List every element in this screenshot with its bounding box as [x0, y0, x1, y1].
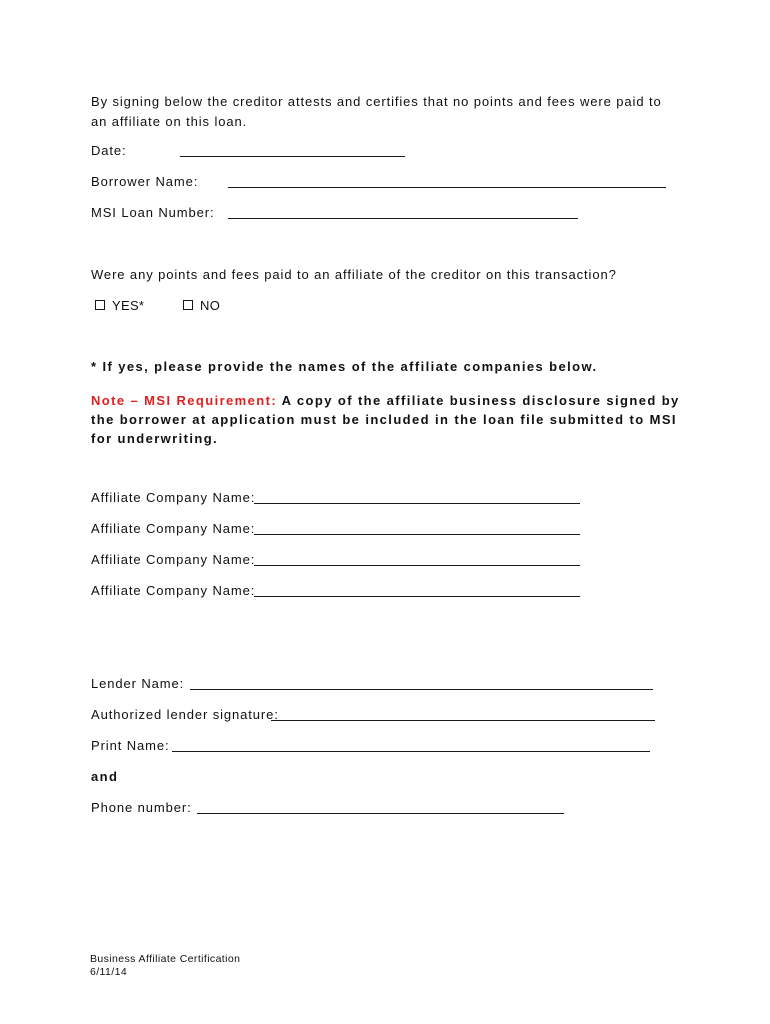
- signature-field[interactable]: [271, 720, 655, 721]
- yes-option[interactable]: [95, 298, 144, 313]
- note-text: A copy of the affiliate business disclosure signed by the borrower at application must be included in the loan file submitted to MSI for underwriting.: [91, 393, 680, 446]
- affiliate-field-4[interactable]: [254, 596, 580, 597]
- affiliate-label-2: Affiliate Company Name:: [91, 521, 256, 536]
- footer-title: Business Affiliate Certification: [90, 953, 241, 965]
- affiliate-field-3[interactable]: [254, 565, 580, 566]
- yes-checkbox[interactable]: [95, 300, 105, 310]
- yes-label: YES*: [112, 298, 145, 313]
- note-prefix: Note – MSI Requirement:: [91, 393, 278, 408]
- print-name-label: Print Name:: [91, 738, 170, 753]
- and-label: and: [91, 769, 119, 784]
- phone-number-label: Phone number:: [91, 800, 192, 815]
- msi-requirement-note: [91, 391, 681, 448]
- loan-number-field[interactable]: [228, 218, 578, 219]
- footer: [90, 953, 240, 979]
- affiliate-question: Were any points and fees paid to an affiliate of the creditor on this transaction?: [91, 267, 617, 282]
- no-label: NO: [200, 298, 221, 313]
- date-field[interactable]: [180, 156, 405, 157]
- borrower-name-field[interactable]: [228, 187, 666, 188]
- if-yes-instruction: * If yes, please provide the names of the affiliate companies below.: [91, 359, 598, 374]
- lender-name-label: Lender Name:: [91, 676, 185, 691]
- lender-name-field[interactable]: [190, 689, 653, 690]
- affiliate-label-3: Affiliate Company Name:: [91, 552, 256, 567]
- print-name-field[interactable]: [172, 751, 650, 752]
- affiliate-field-1[interactable]: [254, 503, 580, 504]
- date-label: Date:: [91, 143, 127, 158]
- no-option[interactable]: [183, 298, 220, 313]
- signature-label: Authorized lender signature:: [91, 707, 279, 722]
- affiliate-label-4: Affiliate Company Name:: [91, 583, 256, 598]
- borrower-name-label: Borrower Name:: [91, 174, 199, 189]
- loan-number-label: MSI Loan Number:: [91, 205, 215, 220]
- affiliate-label-1: Affiliate Company Name:: [91, 490, 256, 505]
- phone-number-field[interactable]: [197, 813, 564, 814]
- affiliate-field-2[interactable]: [254, 534, 580, 535]
- intro-paragraph: By signing below the creditor attests and certifies that no points and fees were paid to an affiliate on this loan.: [91, 94, 662, 129]
- footer-date: 6/11/14: [90, 966, 128, 978]
- no-checkbox[interactable]: [183, 300, 193, 310]
